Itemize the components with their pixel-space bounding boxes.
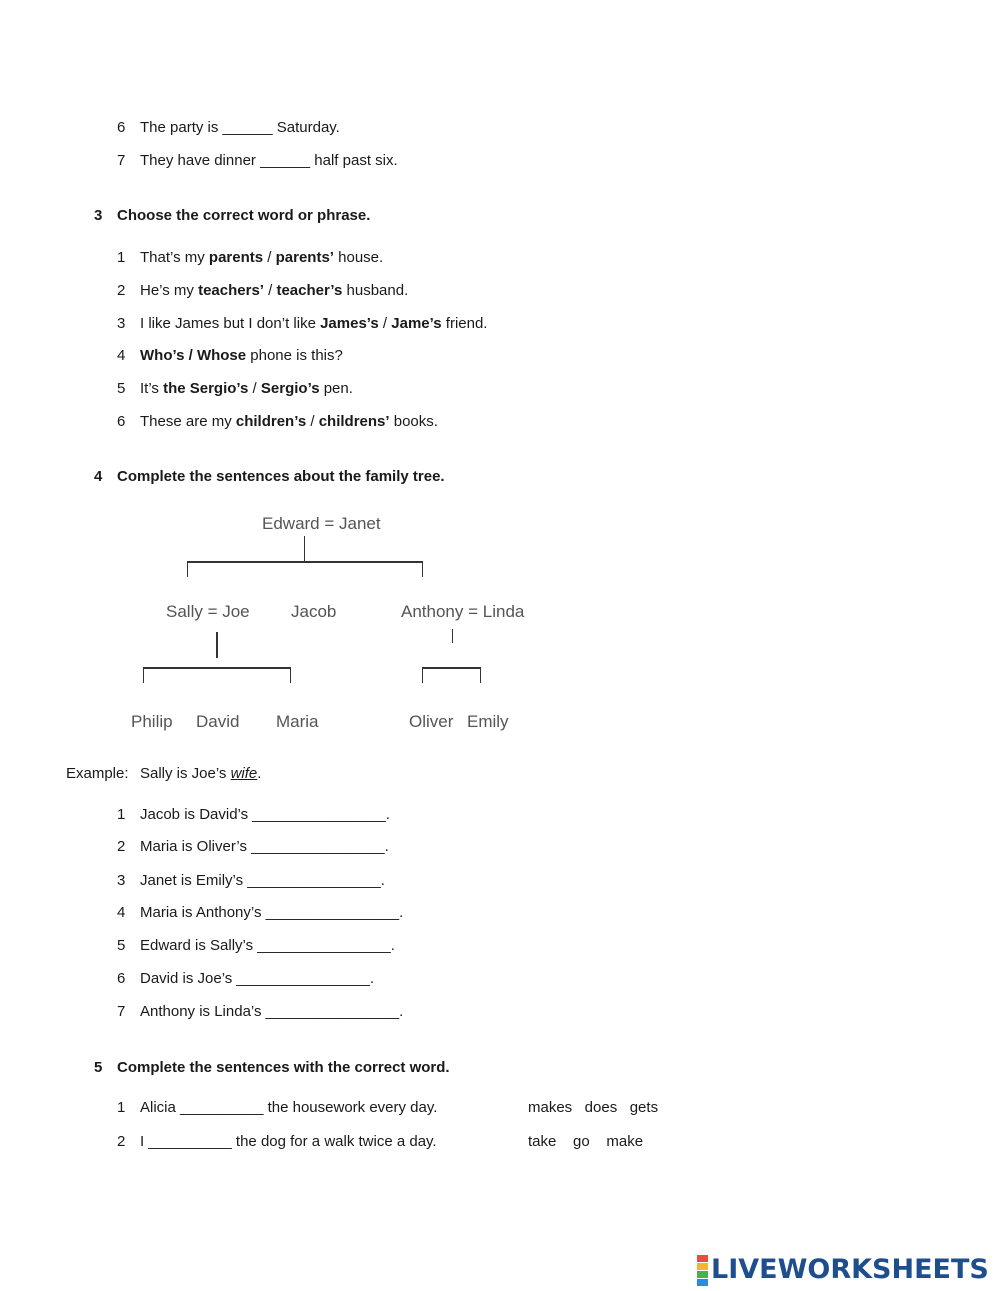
tree-connector [422, 667, 481, 669]
section-title: Choose the correct word or phrase. [117, 207, 371, 224]
item-text [140, 248, 383, 268]
tree-emily: Emily [467, 712, 509, 731]
tree-david: David [196, 712, 240, 731]
separator: / [263, 282, 277, 299]
text-c: pen. [319, 380, 353, 397]
item-text[interactable]: Anthony is Linda’s ________________. [140, 1003, 404, 1020]
logo-text: LIVEWORKSHEETS [711, 1254, 989, 1285]
item-number: 3 [117, 315, 126, 332]
option-1[interactable]: James’s [320, 315, 379, 332]
item-text[interactable]: Maria is Oliver’s ________________. [140, 838, 389, 855]
item-text[interactable]: Alicia __________ the housework every day. [140, 1099, 438, 1116]
item-text[interactable]: Edward is Sally’s ________________. [140, 937, 395, 954]
logo-mark [697, 1255, 708, 1286]
item-text [140, 379, 353, 399]
example-label: Example: [66, 765, 129, 782]
item-number: 2 [117, 1133, 126, 1150]
tree-connector [216, 632, 218, 658]
item-text: They have dinner ______ half past six. [140, 152, 398, 169]
item-number: 6 [117, 119, 126, 136]
word-options: makes does gets [528, 1099, 659, 1116]
item-number: 1 [117, 1099, 126, 1116]
option-1[interactable]: children’s [235, 413, 307, 430]
item-text [140, 314, 487, 334]
tree-anthony-linda: Anthony = Linda [401, 602, 525, 621]
item-text [140, 346, 343, 366]
tree-connector [290, 667, 291, 683]
example-end: . [257, 765, 262, 782]
item-number: 1 [117, 249, 126, 266]
item-text[interactable]: Maria is Anthony’s ________________. [140, 904, 404, 921]
item-text[interactable]: Jacob is David’s ________________. [140, 806, 390, 823]
example-sentence [140, 764, 261, 784]
item-number: 7 [117, 152, 126, 169]
logo-block [697, 1271, 708, 1278]
text-c: house. [333, 249, 384, 266]
option-1[interactable]: teachers’ [198, 282, 264, 299]
tree-connector [187, 561, 188, 577]
tree-connector [143, 667, 144, 683]
tree-connector [187, 561, 423, 563]
section-title: Complete the sentences with the correct word. [117, 1059, 450, 1076]
option-2[interactable]: teacher’s [276, 282, 343, 299]
item-number: 6 [117, 970, 126, 987]
option-1[interactable]: parents [208, 249, 264, 266]
logo-block [697, 1255, 708, 1262]
logo-block [697, 1279, 708, 1286]
item-number: 2 [117, 838, 126, 855]
option-2[interactable]: Jame’s [391, 315, 442, 332]
tree-maria: Maria [276, 712, 319, 731]
tree-sally-joe: Sally = Joe [166, 602, 250, 621]
text-c: phone is this? [246, 347, 343, 364]
separator: / [263, 249, 276, 266]
item-number: 4 [117, 347, 126, 364]
tree-jacob: Jacob [291, 602, 337, 621]
item-number: 2 [117, 282, 126, 299]
item-text[interactable]: David is Joe’s ________________. [140, 970, 375, 987]
text-c: friend. [441, 315, 488, 332]
section-number: 3 [94, 207, 103, 224]
section-title: Complete the sentences about the family tree. [117, 468, 445, 485]
text-a: I like James but I don’t like [140, 315, 321, 332]
item-number: 6 [117, 413, 126, 430]
liveworksheets-logo [697, 1255, 989, 1285]
option-2[interactable]: childrens’ [318, 413, 390, 430]
section-number: 5 [94, 1059, 103, 1076]
separator: / [306, 413, 319, 430]
item-number: 4 [117, 904, 126, 921]
item-number: 5 [117, 380, 126, 397]
separator: / [248, 380, 261, 397]
word-options: take go make [528, 1133, 644, 1150]
option-1[interactable]: the Sergio’s [163, 380, 249, 397]
item-number: 5 [117, 937, 126, 954]
tree-edward-janet: Edward = Janet [262, 514, 381, 533]
example-text: Sally is Joe’s [140, 765, 231, 782]
tree-philip: Philip [131, 712, 173, 731]
tree-connector [452, 629, 453, 643]
text-a: It’s [140, 380, 164, 397]
item-text[interactable]: Janet is Emily’s ________________. [140, 872, 385, 889]
text-c: books. [389, 413, 438, 430]
tree-connector [143, 667, 291, 669]
example-answer: wife [230, 765, 258, 782]
logo-block [697, 1263, 708, 1270]
item-number: 7 [117, 1003, 126, 1020]
tree-connector [422, 561, 423, 577]
tree-connector [422, 667, 423, 683]
item-text [140, 281, 408, 301]
option-2[interactable]: parents’ [275, 249, 334, 266]
text-a: That’s my [140, 249, 209, 266]
item-number: 3 [117, 872, 126, 889]
tree-connector [304, 536, 305, 562]
item-text [140, 412, 438, 432]
tree-connector [480, 667, 481, 683]
section-number: 4 [94, 468, 103, 485]
item-text: The party is ______ Saturday. [140, 119, 340, 136]
item-number: 1 [117, 806, 126, 823]
item-text[interactable]: I __________ the dog for a walk twice a day. [140, 1133, 437, 1150]
option-pair[interactable]: Who’s / Whose [140, 347, 247, 364]
tree-oliver: Oliver [409, 712, 454, 731]
text-a: He’s my [140, 282, 199, 299]
text-a: These are my [140, 413, 236, 430]
separator: / [378, 315, 392, 332]
option-2[interactable]: Sergio’s [260, 380, 320, 397]
text-c: husband. [342, 282, 409, 299]
